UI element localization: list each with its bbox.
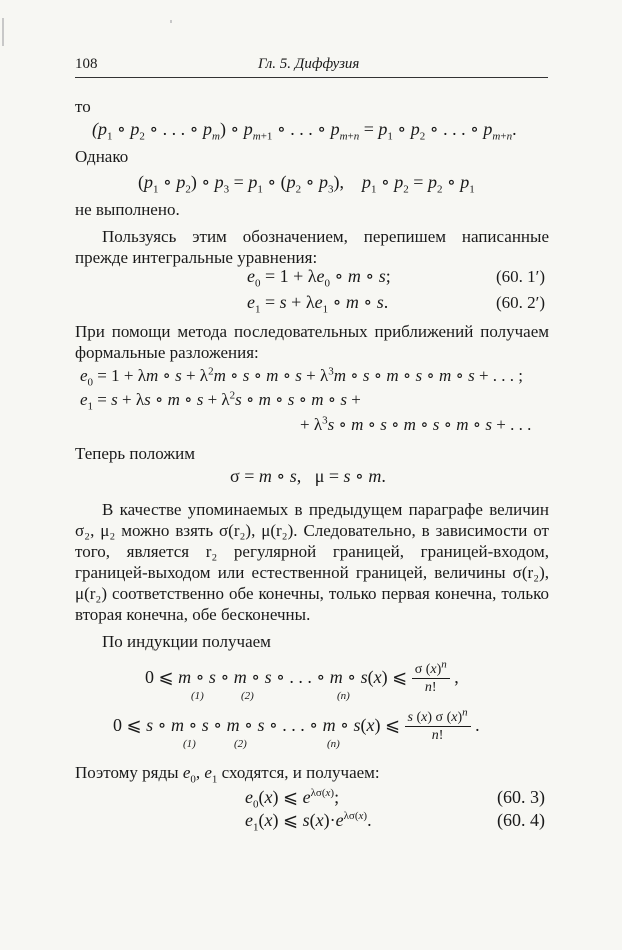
paragraph-approximations: При помощи метода последовательных приближений получаем формальные разложения: xyxy=(75,322,549,362)
equation-60-3-number: (60. 3) xyxy=(497,787,545,807)
line-poetomu: Поэтому ряды $e_0$, $e_1$ сходятся, и получаем: xyxy=(75,763,380,786)
series-e0: $e_0 = 1 + \lambda m$ ∘ $s + \lambda^2m$ ∘ s ∘ m ∘ $s + \lambda^3m$ ∘ s ∘ m ∘ s ∘ m ∘ s + . . . ; xyxy=(80,365,523,389)
assoc-equation: ($p_1$ ∘ $p_2$ ∘ . . . ∘ $p_m$) ∘ $p_{m+1}$ ∘ . . . ∘ $p_{m+n} = p_1$ ∘ $p_2$ ∘ . . . ∘ $p_{m+n}$. xyxy=(92,119,517,143)
equation-60-1-number: (60. 1′) xyxy=(496,267,546,286)
equation-60-4-number: (60. 4) xyxy=(497,810,545,830)
scan-mark-top xyxy=(170,20,172,23)
series-e1-line-1: $e_1 = s + \lambda s$ ∘ m ∘ $s + \lambda^2s$ ∘ m ∘ s ∘ m ∘ s + xyxy=(80,389,361,413)
fraction-s-sigma-n: $\frac{s (x) \sigma (x)^n}{n!}$ xyxy=(405,709,471,744)
paragraph-integral-equations: Пользуясь этим обозначением, перепишем написанные прежде интегральные уравнения: xyxy=(75,227,549,267)
equation-60-2-number: (60. 2′) xyxy=(496,293,546,312)
ineq1-label-1: (1) xyxy=(191,690,204,702)
sigma-mu-definition: σ = m ∘ s, μ = s ∘ m. xyxy=(230,466,386,486)
equation-60-4: $e_1(x)$ ⩽ $s(x)\cdot e^{\lambda\sigma(x)}$. xyxy=(245,810,372,834)
equation-60-2: $e_1 = s + \lambda e_1$ ∘ m ∘ s. xyxy=(247,292,389,316)
chapter-title: Гл. 5. Диффузия xyxy=(258,56,360,72)
paragraph-boundary-classification: В качестве упоминаемых в предыдущем параграфе величин σ₂, μ₂ можно взять σ(r₂), μ(r₂). Следовательно, в зависимости от того, является r₂ регулярной границей, границей-входом, границей-выходом или естественной границей, величины σ(r₂), μ(r₂) соответственно обе конечны, только первая конечна, только вторая конечна, обе бесконечны. xyxy=(75,500,549,624)
nonassoc-equation: ($p_1$ ∘ $p_2$) ∘ $p_3 = p_1$ ∘ ($p_2$ ∘ $p_3$), $p_1$ ∘ $p_2 = p_2$ ∘ $p_1$ xyxy=(138,172,475,196)
line-po-indukcii: По индукции получаем xyxy=(102,632,271,651)
scan-mark-left xyxy=(2,18,4,46)
inequality-1: 0 ⩽ m ∘ s ∘ m ∘ s ∘ . . . ∘ m ∘ s(x) ⩽ $\frac{\sigma (x)^n}{n!}$ , xyxy=(145,658,459,696)
ineq2-label-n: (n) xyxy=(327,738,340,750)
ineq2-label-2: (2) xyxy=(234,738,247,750)
fraction-sigma-n: $\frac{\sigma (x)^n}{n!}$ xyxy=(412,661,450,696)
series-e1-line-2: + $\lambda^3s$ ∘ m ∘ s ∘ m ∘ s ∘ m ∘ s + . . . xyxy=(300,414,532,434)
header-rule xyxy=(75,77,548,78)
ineq1-label-n: (n) xyxy=(337,690,350,702)
ineq2-label-1: (1) xyxy=(183,738,196,750)
page-number: 108 xyxy=(75,56,98,72)
line-odnako: Однако xyxy=(75,147,129,166)
equation-60-1: $e_0 = 1 + \lambda e_0$ ∘ m ∘ s; xyxy=(247,266,391,290)
line-ne-vypolneno: не выполнено. xyxy=(75,200,180,219)
equation-60-3: $e_0(x)$ ⩽ $e^{\lambda\sigma(x)}$; xyxy=(245,787,340,811)
inequality-2: 0 ⩽ s ∘ m ∘ s ∘ m ∘ s ∘ . . . ∘ m ∘ s(x) ⩽ $\frac{s (x) \sigma (x)^n}{n!}$ . xyxy=(113,706,480,744)
line-to: то xyxy=(75,97,91,116)
line-teper: Теперь положим xyxy=(75,444,195,463)
ineq1-label-2: (2) xyxy=(241,690,254,702)
